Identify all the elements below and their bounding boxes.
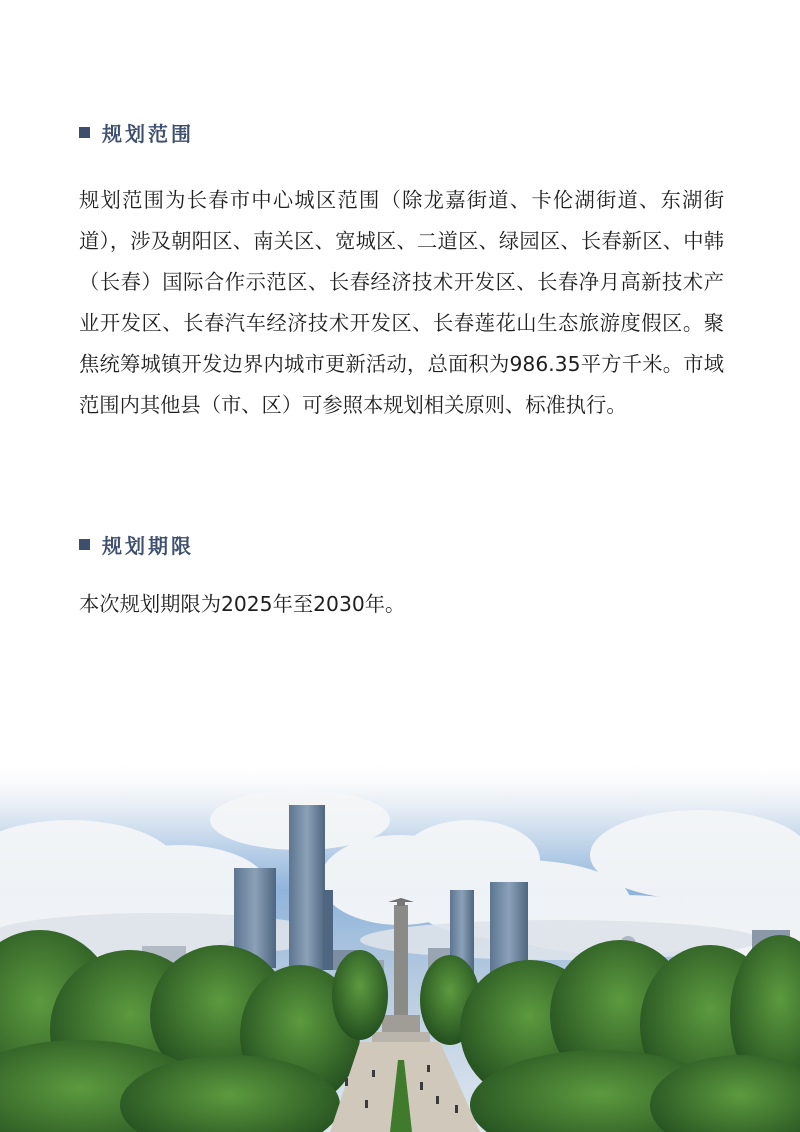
square-bullet-icon <box>79 127 90 138</box>
period-heading-text: 规划期限 <box>102 534 194 558</box>
period-paragraph: 本次规划期限为2025年至2030年。 <box>79 592 406 616</box>
scope-section-heading <box>79 118 194 147</box>
scope-paragraph: 规划范围为长春市中心城区范围（除龙嘉街道、卡伦湖街道、东湖街道），涉及朝阳区、南关区、宽城区、二道区、绿园区、长春新区、中韩（长春）国际合作示范区、长春经济技术开发区、长春净月高新技术产业开发区、长春汽车经济技术开发区、长春莲花山生态旅游度假区。聚焦统筹城镇开发边界内城市更新活动，总面积为986.35平方千米。市域范围内其他县（市、区）可参照本规划相关原则、标准执行。 <box>79 188 724 417</box>
city-skyline-photo <box>0 760 800 1132</box>
square-bullet-icon <box>79 539 90 550</box>
period-section-heading <box>79 530 194 559</box>
scope-heading-text: 规划范围 <box>102 122 194 146</box>
